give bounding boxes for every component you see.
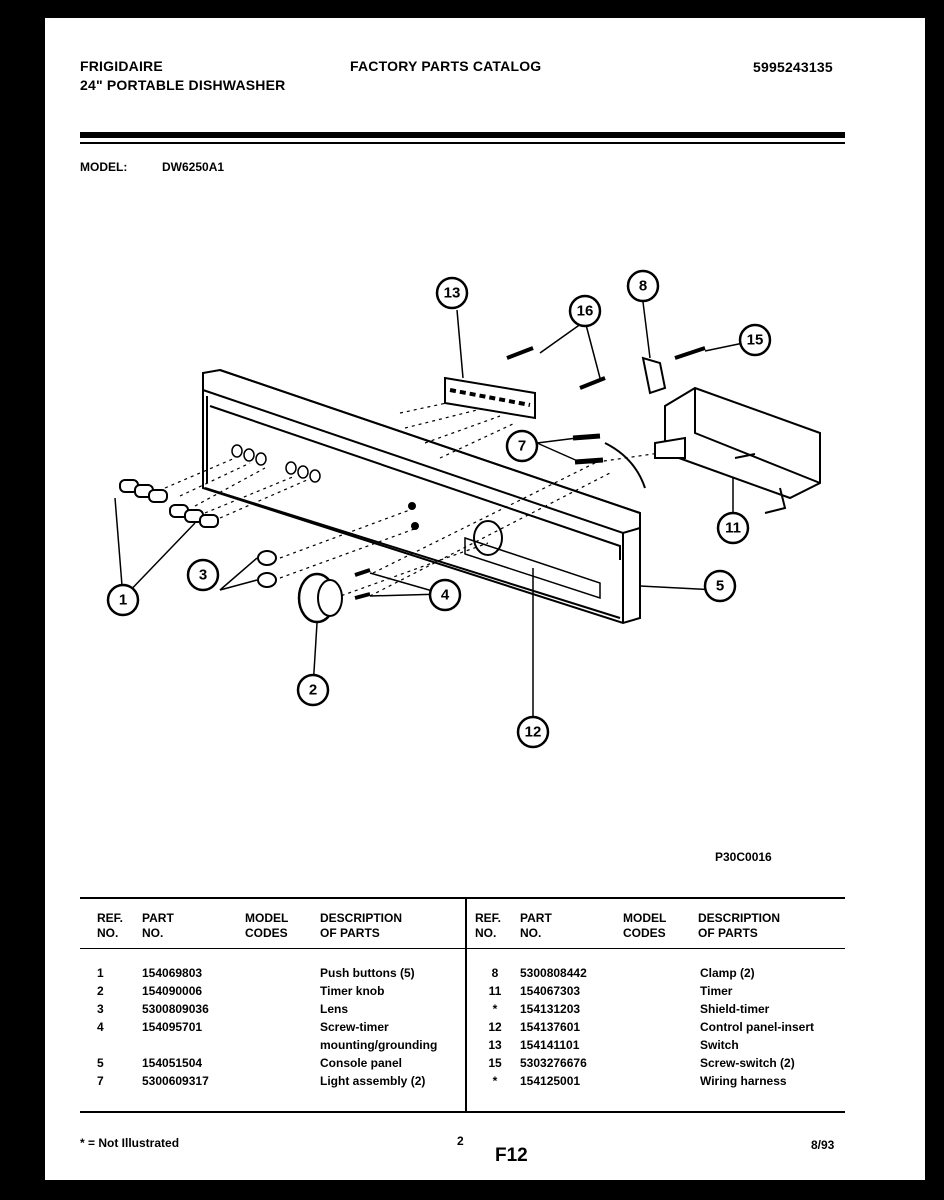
- table-cell: 3: [97, 1002, 104, 1016]
- left-ref-column: [97, 964, 137, 1090]
- table-cell: Light assembly (2): [320, 1074, 426, 1088]
- catalog-page: [45, 18, 925, 1180]
- catalog-title: FACTORY PARTS CATALOG: [350, 58, 542, 74]
- table-header-rule: [80, 948, 845, 949]
- footer-date: 8/93: [811, 1138, 835, 1152]
- callout-15-label: 15: [746, 331, 764, 349]
- right-part-column: [520, 964, 587, 1090]
- callout-2-label: 2: [308, 681, 318, 699]
- table-cell: 12: [488, 1020, 502, 1034]
- table-cell: 154067303: [520, 984, 581, 998]
- table-cell: 2: [97, 984, 104, 998]
- model-value: DW6250A1: [162, 160, 225, 174]
- callout-7-label: 7: [517, 437, 527, 455]
- table-cell: 154051504: [142, 1056, 203, 1070]
- product-name: 24" PORTABLE DISHWASHER: [80, 77, 286, 93]
- table-cell: 1: [97, 966, 104, 980]
- left-desc-column: [320, 964, 437, 1090]
- table-cell: 154131203: [520, 1002, 581, 1016]
- table-bottom-rule: [80, 1111, 845, 1113]
- table-top-rule: [80, 897, 845, 899]
- header-model: MODEL CODES: [245, 911, 289, 940]
- table-cell: 5303276676: [520, 1056, 587, 1070]
- exploded-parts-diagram: [45, 18, 925, 838]
- table-cell: 4: [97, 1020, 104, 1034]
- table-cell: 5300808442: [520, 966, 587, 980]
- table-cell: [142, 1036, 209, 1054]
- table-cell: Lens: [320, 1002, 349, 1016]
- table-cell: 13: [488, 1038, 502, 1052]
- table-cell: Timer: [700, 984, 733, 998]
- table-cell: Control panel-insert: [700, 1020, 815, 1034]
- header-model-right: MODEL CODES: [623, 911, 667, 940]
- header-desc: DESCRIPTION OF PARTS: [320, 911, 403, 940]
- header-part: PART NO.: [142, 911, 174, 940]
- table-cell: 154137601: [520, 1020, 581, 1034]
- not-illustrated-note: * = Not Illustrated: [80, 1136, 180, 1150]
- table-cell: 7: [97, 1074, 104, 1088]
- table-cell: Timer knob: [320, 984, 385, 998]
- right-ref-column: [477, 964, 513, 1090]
- table-cell: Console panel: [320, 1056, 403, 1070]
- catalog-number: 5995243135: [753, 59, 833, 75]
- callout-3-label: 3: [198, 566, 208, 584]
- header-ref: REF. NO.: [97, 911, 124, 940]
- callout-12-label: 12: [524, 723, 542, 741]
- table-cell: 8: [491, 966, 499, 980]
- table-cell: 11: [488, 984, 502, 998]
- table-cell: *: [492, 1074, 498, 1088]
- table-cell: [97, 1036, 137, 1054]
- callout-1-label: 1: [118, 591, 128, 609]
- table-cell: Clamp (2): [700, 966, 755, 980]
- callout-4-label: 4: [440, 586, 450, 604]
- table-cell: *: [492, 1002, 498, 1016]
- page-number: 2: [457, 1134, 464, 1148]
- table-cell: mounting/grounding: [320, 1038, 438, 1052]
- left-part-column: [142, 964, 209, 1090]
- callout-11-label: 11: [725, 519, 741, 537]
- table-cell: 154069803: [142, 966, 203, 980]
- table-cell: Wiring harness: [700, 1074, 787, 1088]
- table-cell: 154125001: [520, 1074, 581, 1088]
- header-desc-right: DESCRIPTION OF PARTS: [698, 911, 781, 940]
- table-cell: 5: [97, 1056, 104, 1070]
- table-cell: 154141101: [520, 1038, 580, 1052]
- table-cell: 154090006: [142, 984, 203, 998]
- table-cell: 5300809036: [142, 1002, 209, 1016]
- header-ref-right: REF. NO.: [475, 911, 502, 940]
- table-cell: Screw-switch (2): [700, 1056, 795, 1070]
- callout-13-label: 13: [443, 284, 461, 302]
- brand-name: FRIGIDAIRE: [80, 58, 163, 74]
- table-cell: 15: [488, 1056, 502, 1070]
- callout-8-label: 8: [638, 277, 648, 295]
- model-label: MODEL:: [80, 160, 128, 174]
- table-cell: Switch: [700, 1038, 739, 1052]
- table-cell: Shield-timer: [700, 1002, 770, 1016]
- table-cell: 154095701: [142, 1020, 203, 1034]
- table-divider: [465, 897, 467, 1113]
- table-cell: 5300609317: [142, 1074, 209, 1088]
- callout-16-label: 16: [576, 302, 594, 320]
- callout-5-label: 5: [715, 577, 725, 595]
- right-desc-column: [700, 964, 814, 1090]
- footer-code: F12: [495, 1145, 528, 1166]
- diagram-code: P30C0016: [715, 850, 772, 864]
- header-part-right: PART NO.: [520, 911, 552, 940]
- table-cell: Push buttons (5): [320, 966, 415, 980]
- table-cell: Screw-timer: [320, 1020, 389, 1034]
